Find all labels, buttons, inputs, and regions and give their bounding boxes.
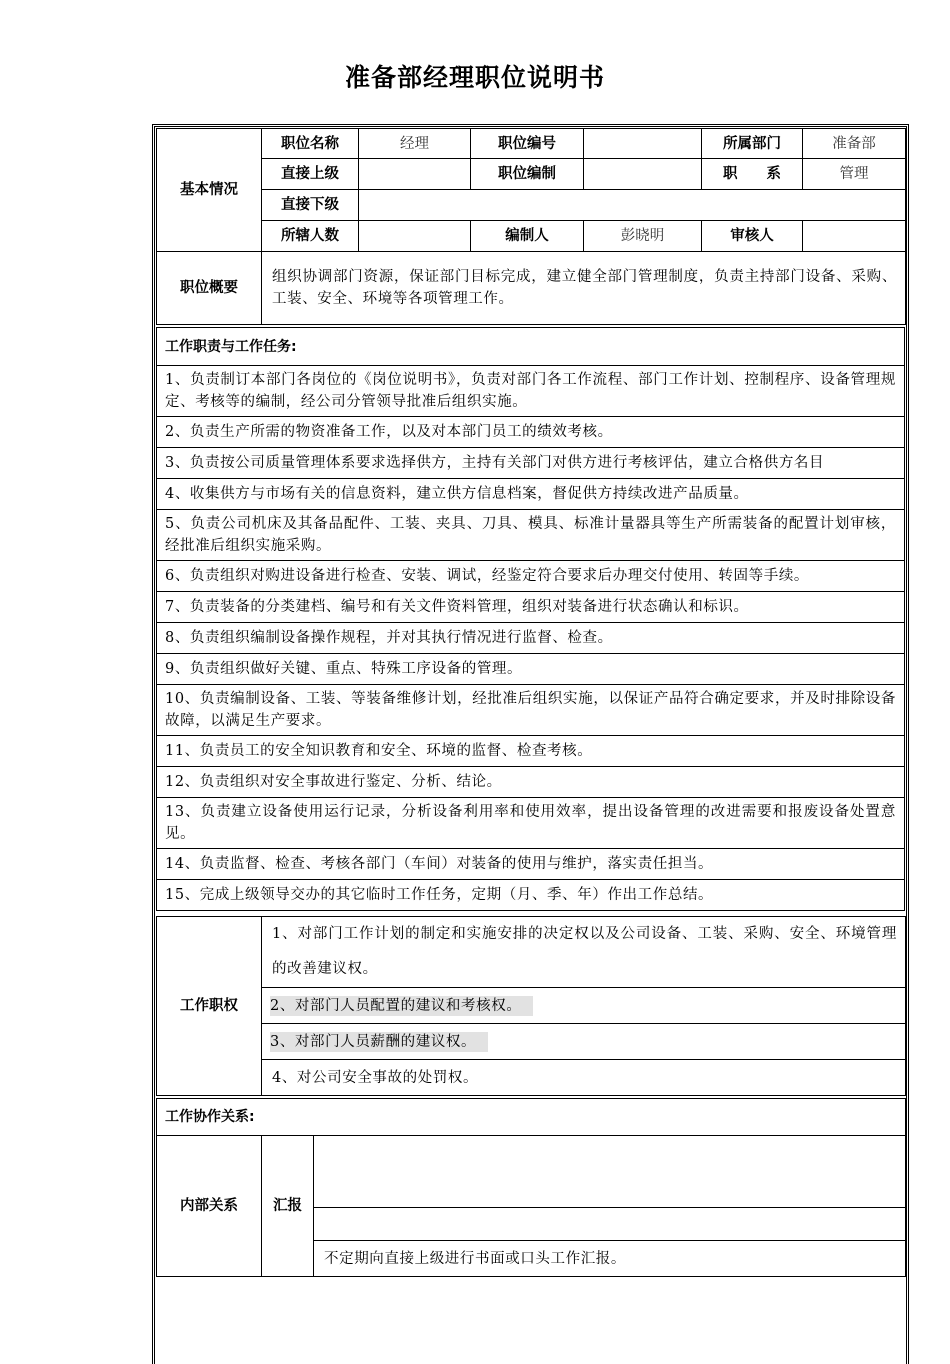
duty-item-6: 6、负责组织对购进设备进行检查、安装、调试，经鉴定符合要求后办理交付使用、转固等手续。 [157, 561, 905, 592]
internal-relations-label: 内部关系 [157, 1136, 262, 1277]
overview-text: 组织协调部门资源，保证部门目标完成，建立健全部门管理制度，负责主持部门设备、采购、工装、安全、环境等各项管理工作。 [262, 252, 906, 325]
duty-item-15: 15、完成上级领导交办的其它临时工作任务，定期（月、季、年）作出工作总结。 [157, 880, 905, 911]
duty-item-13: 13、负责建立设备使用运行记录，分析设备利用率和使用效率，提出设备管理的改进需要和报废设备处置意见。 [157, 798, 905, 849]
authority-item-3: 3、对部门人员薪酬的建议权。 [270, 1032, 488, 1052]
overview-label: 职位概要 [157, 252, 262, 325]
managed-count-value [359, 221, 471, 252]
authority-item-4: 4、对公司安全事故的处罚权。 [262, 1060, 906, 1096]
page-title: 准备部经理职位说明书 [344, 63, 605, 92]
duty-item-10: 10、负责编制设备、工装、等装备维修计划，经批准后组织实施，以保证产品符合确定要求，并及时排除设备故障，以满足生产要求。 [157, 685, 905, 736]
series-value: 管理 [803, 159, 906, 190]
headcount-label: 职位编制 [471, 159, 584, 190]
authority-table [156, 916, 906, 1096]
report-blank-row-2 [314, 1208, 906, 1241]
managed-count-label: 所辖人数 [262, 221, 359, 252]
duty-item-2: 2、负责生产所需的物资准备工作，以及对本部门员工的绩效考核。 [157, 417, 905, 448]
dept-value: 准备部 [803, 129, 906, 159]
report-label: 汇报 [262, 1136, 314, 1277]
headcount-value [584, 159, 702, 190]
dept-label: 所属部门 [702, 129, 803, 159]
position-no-value [584, 129, 702, 159]
cooperation-table [156, 1098, 906, 1277]
duty-item-11: 11、负责员工的安全知识教育和安全、环境的监督、检查考核。 [157, 736, 905, 767]
duty-item-1: 1、负责制订本部门各岗位的《岗位说明书》，负责对部门各工作流程、部门工作计划、控制程序、设备管理规定、考核等的编制，经公司分管领导批准后组织实施。 [157, 366, 905, 417]
authority-item-2: 2、对部门人员配置的建议和考核权。 [270, 996, 533, 1016]
report-text: 不定期向直接上级进行书面或口头工作汇报。 [314, 1241, 906, 1277]
superior-value [359, 159, 471, 190]
duty-item-9: 9、负责组织做好关键、重点、特殊工序设备的管理。 [157, 654, 905, 685]
author-label: 编制人 [471, 221, 584, 252]
duty-item-8: 8、负责组织编制设备操作规程，并对其执行情况进行监督、检查。 [157, 623, 905, 654]
duty-item-5: 5、负责公司机床及其备品配件、工装、夹具、刀具、模具、标准计量器具等生产所需装备的配置计划审核，经批准后组织实施采购。 [157, 510, 905, 561]
series-label: 职 系 [702, 159, 803, 190]
duty-item-7: 7、负责装备的分类建档、编号和有关文件资料管理，组织对装备进行状态确认和标识。 [157, 592, 905, 623]
authority-item-1: 1、对部门工作计划的制定和实施安排的决定权以及公司设备、工装、采购、安全、环境管理的改善建议权。 [262, 917, 906, 988]
subordinate-label: 直接下级 [262, 190, 359, 221]
basic-section-label: 基本情况 [157, 129, 262, 252]
position-name-label: 职位名称 [262, 129, 359, 159]
author-value: 彭晓明 [584, 221, 702, 252]
cooperation-heading: 工作协作关系: [157, 1099, 906, 1136]
reviewer-value [803, 221, 906, 252]
superior-label: 直接上级 [262, 159, 359, 190]
basic-info-table [156, 128, 906, 325]
duty-item-14: 14、负责监督、检查、考核各部门（车间）对装备的使用与维护，落实责任担当。 [157, 849, 905, 880]
position-no-label: 职位编号 [471, 129, 584, 159]
duties-table [156, 327, 905, 911]
report-blank-row-1 [314, 1136, 906, 1208]
duties-heading: 工作职责与工作任务: [157, 328, 905, 366]
subordinate-value [359, 190, 906, 221]
authority-label: 工作职权 [157, 917, 262, 1096]
duty-item-12: 12、负责组织对安全事故进行鉴定、分析、结论。 [157, 767, 905, 798]
duty-item-4: 4、收集供方与市场有关的信息资料，建立供方信息档案，督促供方持续改进产品质量。 [157, 479, 905, 510]
duty-item-3: 3、负责按公司质量管理体系要求选择供方，主持有关部门对供方进行考核评估，建立合格供方名目 [157, 448, 905, 479]
position-name-value: 经理 [359, 129, 471, 159]
reviewer-label: 审核人 [702, 221, 803, 252]
